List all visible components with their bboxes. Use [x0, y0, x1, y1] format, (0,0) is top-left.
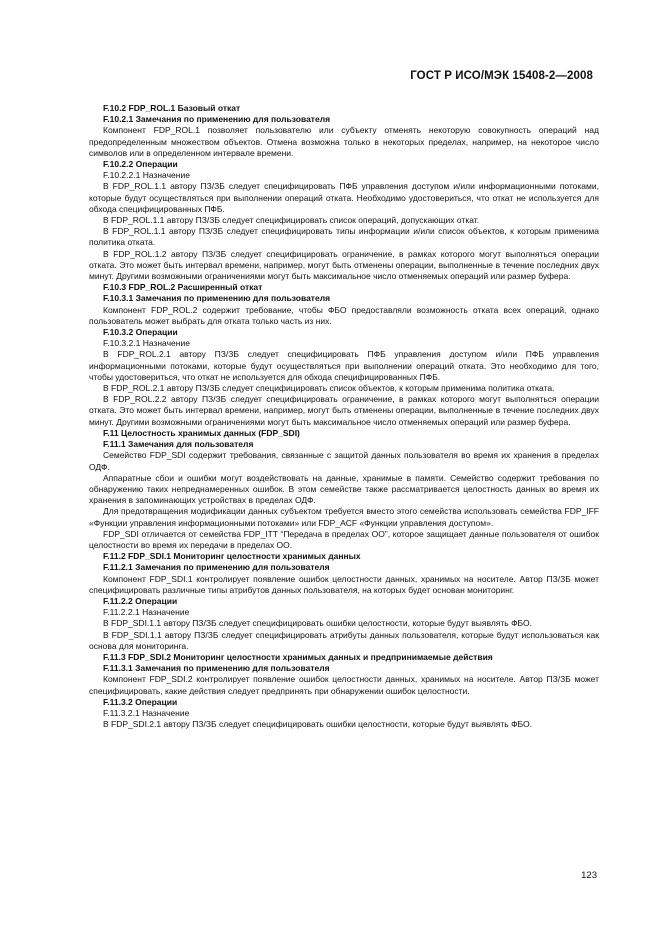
- paragraph: Семейство FDP_SDI содержит требования, связанные с защитой данных пользователя во время их хранения в пределах ОДФ.: [89, 450, 599, 472]
- paragraph: Компонент FDP_ROL.2 содержит требование, чтобы ФБО предоставляли возможность отката всех операций, однако пользователь может выбрать для отката только часть из них.: [89, 304, 599, 326]
- heading: F.10.3.2 Операции: [103, 327, 178, 338]
- heading: F.10.2.2 Операции: [103, 159, 178, 170]
- heading: F.11.1 Замечания для пользователя: [103, 439, 254, 450]
- heading: F.10.2 FDP_ROL.1 Базовый откат: [103, 103, 241, 113]
- heading: F.11.2.1 Замечания по применению для пользователя: [103, 562, 330, 573]
- heading: F.11.3 FDP_SDI.2 Мониторинг целостности хранимых данных и предпринимаемые действия: [103, 651, 493, 662]
- heading: F.10.3 FDP_ROL.2 Расширенный откат: [103, 282, 263, 293]
- paragraph: В FDP_ROL.1.2 автору ПЗ/ЗБ следует специфицировать ограничение, в рамках которого могут выполняться операции отката. Это может быть интервал времени, например, могут быть отменены операции, выполненные в течение последних двух минут. Другими возможными ограничениями могут быть максимальное число отменяемых операций или размер буфера.: [89, 248, 599, 282]
- document-header: ГОСТ Р ИСО/МЭК 15408-2—2008: [410, 70, 593, 82]
- paragraph: В FDP_ROL.1.1 автору ПЗ/ЗБ следует специфицировать ПФБ управления доступом и/или информационными потоками, которые будут осуществляться при выполнении операций отката. Необходимо удостовериться, что откат не используется для обхода специфицированных ПФБ.: [89, 181, 599, 214]
- paragraph: В FDP_SDI.1.1 автору ПЗ/ЗБ следует специфицировать ошибки целостности, которые будут выявлять ФБО.: [103, 618, 532, 629]
- heading: F.10.2.1 Замечания по применению для пользователя: [103, 114, 331, 125]
- paragraph: В FDP_ROL.1.1 автору ПЗ/ЗБ следует специфицировать типы информации и/или список объектов, к которым применима политика отката.: [89, 226, 599, 248]
- paragraph: Аппаратные сбои и ошибки могут воздействовать на данные, хранимые в памяти. Семейство содержит требования по обнаружению таких непреднамеренных ошибок. В этом семействе также рассматривается целостность данных во время их хранения в запоминающих устройствах в пределах ОДФ.: [89, 472, 599, 506]
- heading: F.10.3.1 Замечания по применению для пользователя: [103, 293, 331, 304]
- label: F.11.2.2.1 Назначение: [103, 607, 190, 618]
- paragraph: Для предотвращения модификации данных субъектом требуется вместо этого семейства использовать семейства FDP_IFF «Функции управления информационными потоками» или FDP_ACF «Функции управления доступом».: [89, 506, 599, 528]
- label: F.10.3.2.1 Назначение: [103, 338, 190, 349]
- paragraph: Компонент FDP_SDI.1 контролирует появление ошибок целостности данных, хранимых на носителе. Автор ПЗ/ЗБ может специфицировать различные типы атрибутов данных пользователя, на которых будет основан мониторинг.: [89, 573, 599, 595]
- paragraph: FDP_SDI отличается от семейства FDP_ITT “Передача в пределах ОО”, которое защищает данные пользователя от ошибок целостности во время их передачи в пределах ОО.: [89, 528, 599, 550]
- document-body: [89, 103, 599, 730]
- paragraph: В FDP_SDI.1.1 автору ПЗ/ЗБ следует специфицировать атрибуты данных пользователя, которые будут использоваться как основа для мониторинга.: [89, 629, 599, 651]
- page-number: 123: [581, 870, 597, 881]
- heading: F.11.3.2 Операции: [103, 696, 178, 707]
- paragraph: Компонент FDP_ROL.1 позволяет пользователю или субъекту отменять некоторую совокупность операций над предопределенным множеством объектов. Отмена возможна только в некоторых пределах, например, на некоторое число символов или в определенном интервале времени.: [89, 125, 599, 158]
- heading: F.11 Целостность хранимых данных (FDP_SDI): [103, 427, 300, 438]
- heading: F.11.2 FDP_SDI.1 Мониторинг целостности хранимых данных: [103, 551, 361, 562]
- label: F.10.2.2.1 Назначение: [103, 170, 190, 181]
- paragraph: Компонент FDP_SDI.2 контролирует появление ошибок целостности данных, хранимых на носителе. Автор ПЗ/ЗБ может специфицировать, какие действия следует предпринять при обнаружении ошибок целостности.: [89, 674, 599, 696]
- paragraph: В FDP_ROL.2.1 автору ПЗ/ЗБ следует специфицировать ПФБ управления доступом и/или ПФБ управления информационными потоками, которые будут осуществляться при выполнении операций отката. Это необходимо для того, чтобы удостовериться, что откат не используется для обхода специфицированных ПФБ.: [89, 349, 599, 382]
- heading: F.11.2.2 Операции: [103, 595, 178, 606]
- paragraph: В FDP_ROL.1.1 автору ПЗ/ЗБ следует специфицировать список операций, допускающих откат.: [103, 215, 480, 226]
- paragraph: В FDP_ROL.2.2 автору ПЗ/ЗБ следует специфицировать ограничение, в рамках которого могут выполняться операции отката. Это может быть интервал времени, например, могут быть отменены операции, выполненные в течение последних двух минут. Другими возможными ограничениями могут быть максимальное число отменяемых операций или размер буфера.: [89, 394, 599, 427]
- heading: F.11.3.1 Замечания по применению для пользователя: [103, 663, 330, 674]
- paragraph: В FDP_SDI.2.1 автору ПЗ/ЗБ следует специфицировать ошибки целостности, которые будут выявлять ФБО.: [103, 719, 532, 730]
- label: F.11.3.2.1 Назначение: [103, 707, 190, 718]
- paragraph: В FDP_ROL.2.1 автору ПЗ/ЗБ следует специфицировать список объектов, к которым применима политика отката.: [103, 383, 555, 394]
